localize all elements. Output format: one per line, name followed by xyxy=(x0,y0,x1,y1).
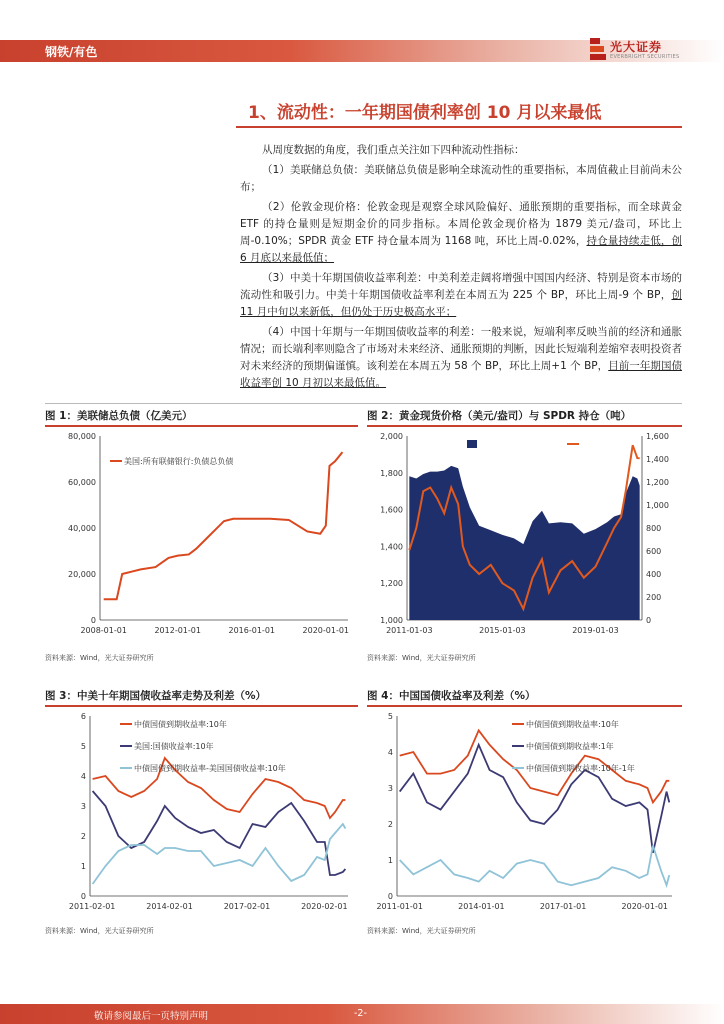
chart4-y-tick-label: 5 xyxy=(387,712,393,721)
figure-1-chart xyxy=(45,428,358,650)
figure-4-rule xyxy=(367,705,682,707)
chart4-x-tick-label: 2020-01-01 xyxy=(621,902,669,911)
figure-1-source: 资料来源：Wind，光大证券研究所 xyxy=(45,654,154,662)
chart1-y-tick-label: 40,000 xyxy=(68,524,96,533)
chart2-legend-gold-label: 伦敦金现 xyxy=(582,440,614,449)
body-divider xyxy=(45,403,682,404)
chart4-series-line-1 xyxy=(400,745,670,853)
chart4-y-tick-label: 2 xyxy=(387,820,393,829)
figure-2-rule xyxy=(367,425,682,427)
figure-3-source: 资料来源：Wind，光大证券研究所 xyxy=(45,927,154,935)
chart3-y-tick-label: 3 xyxy=(80,802,86,811)
figure-3 xyxy=(45,688,358,938)
chart3-series-line-2 xyxy=(93,824,346,884)
page-number: -2- xyxy=(354,1008,367,1019)
chart2-y-right-tick-label: 0 xyxy=(646,616,652,625)
section-heading xyxy=(0,92,724,132)
section-heading-text: 1、流动性：一年期国债利率创 10 月以来最低 xyxy=(248,103,602,123)
paragraph-gold-highlight: 持仓量持续走低，创 6 月底以来最低值； xyxy=(240,235,683,264)
section-label: 钢铁/有色 xyxy=(45,45,98,59)
figure-4-source: 资料来源：Wind，光大证券研究所 xyxy=(367,927,476,935)
chart4-x-tick-label: 2017-01-01 xyxy=(539,902,587,911)
paragraph-spread-highlight: 创 11 月中旬以来新低，但仍处于历史极高水平； xyxy=(240,289,682,318)
paragraph-gold-price xyxy=(240,199,682,267)
chart4-legend-label-2: 中债国债到期收益率:10年-1年 xyxy=(526,764,635,773)
chart3-x-tick-label: 2020-02-01 xyxy=(301,902,348,911)
chart1-x-tick-label: 2016-01-01 xyxy=(228,626,276,635)
figure-2-chart xyxy=(367,428,682,650)
chart1-x-tick-label: 2012-01-01 xyxy=(154,626,201,635)
company-logo xyxy=(590,36,690,66)
paragraph-gold-text: （2）伦敦金现价格：伦敦金现是观察全球风险偏好、通胀预期的重要指标，而全球黄金 ETF 的持仓量则是短期金价的同步指标。本周伦敦金现价格为 1879 美元/盎司，环比上周-0.10%；SPDR 黄金 ETF 持仓量本周为 1168 吨，环比上周-0.02%， xyxy=(240,201,682,247)
chart1-x-tick-label: 2008-01-01 xyxy=(80,626,127,635)
chart3-legend-label-1: 美国:国债收益率:10年 xyxy=(134,742,214,751)
chart1-y-tick-label: 80,000 xyxy=(68,432,96,441)
chart2-y-right-tick-label: 600 xyxy=(646,547,662,556)
figure-1 xyxy=(45,408,358,668)
chart2-x-tick-label: 2011-01-03 xyxy=(386,626,433,635)
chart3-y-tick-label: 1 xyxy=(80,862,86,871)
figure-2-title: 图 2：黄金现货价格（美元/盎司）与 SPDR 持仓（吨） xyxy=(367,410,632,422)
chart2-legend-spdr-label: SPDR:持仓量（右） xyxy=(480,440,553,449)
chart3-y-tick-label: 0 xyxy=(80,892,86,901)
chart2-y-right-tick-label: 1,400 xyxy=(646,455,669,464)
chart2-y-right-tick-label: 1,000 xyxy=(646,501,669,510)
chart2-x-tick-label: 2015-01-03 xyxy=(479,626,526,635)
chart3-x-tick-label: 2011-02-01 xyxy=(68,902,116,911)
chart4-series-line-2 xyxy=(400,846,670,886)
paragraph-term-spread xyxy=(240,324,682,392)
chart3-legend-label-2: 中债国债到期收益率-美国国债收益率:10年 xyxy=(134,764,286,773)
chart2-y-tick-label: 1,400 xyxy=(380,542,403,552)
chart2-y-right-tick-label: 1,600 xyxy=(646,432,669,441)
chart2-y-tick-label: 2,000 xyxy=(380,432,403,441)
chart2-legend-spdr-swatch xyxy=(467,440,477,448)
chart4-x-tick-label: 2014-01-01 xyxy=(458,902,505,911)
logo-name: 光大证券 xyxy=(610,40,663,54)
chart2-y-right-tick-label: 400 xyxy=(646,570,662,579)
body-text xyxy=(240,142,682,395)
paragraph-us-cn-spread xyxy=(240,270,682,321)
paragraph-spread-text: （3）中美十年期国债收益率利差：中美利差走阔将增强中国国内经济、特别是资本市场的流动性和吸引力。中美十年期国债收益率利差在本周五为 225 个 BP，环比上周-9 个 BP， xyxy=(240,272,682,301)
disclaimer-note: 敬请参阅最后一页特别声明 xyxy=(94,1011,209,1022)
chart2-y-right-tick-label: 1,200 xyxy=(646,478,669,487)
figure-4-chart xyxy=(367,708,682,926)
figure-4-title: 图 4：中国国债收益率及利差（%） xyxy=(367,690,536,702)
chart1-y-tick-label: 20,000 xyxy=(68,570,96,579)
heading-underline xyxy=(236,126,682,128)
chart2-spdr-area xyxy=(409,466,639,620)
intro-paragraph: 从周度数据的角度，我们重点关注如下四种流动性指标： xyxy=(262,144,525,156)
figure-1-title: 图 1：美联储总负债（亿美元） xyxy=(45,410,193,422)
chart1-series-line xyxy=(104,452,343,599)
chart4-y-tick-label: 1 xyxy=(387,856,393,865)
chart4-y-tick-label: 0 xyxy=(387,892,393,901)
figure-2-source: 资料来源：Wind，光大证券研究所 xyxy=(367,654,476,662)
chart4-y-tick-label: 3 xyxy=(387,784,393,793)
paragraph-term-highlight: 目前一年期国债收益率创 10 月初以来最低值。 xyxy=(240,360,682,389)
figure-1-rule xyxy=(45,425,358,427)
chart3-x-tick-label: 2017-02-01 xyxy=(223,902,271,911)
figure-3-title: 图 3：中美十年期国债收益率走势及利差（%） xyxy=(45,690,266,702)
logo-mark-icon xyxy=(590,38,606,60)
figure-3-rule xyxy=(45,705,358,707)
chart4-legend-label-0: 中债国债到期收益率:10年 xyxy=(526,720,619,729)
chart3-y-tick-label: 6 xyxy=(80,712,86,721)
figure-3-chart xyxy=(45,708,358,926)
chart3-legend-label-0: 中债国债到期收益率:10年 xyxy=(134,720,227,729)
chart2-y-tick-label: 1,200 xyxy=(380,579,403,589)
chart2-y-tick-label: 1,800 xyxy=(380,468,403,478)
chart2-y-right-tick-label: 800 xyxy=(646,524,662,533)
chart1-y-tick-label: 60,000 xyxy=(68,478,96,487)
chart2-x-tick-label: 2019-01-03 xyxy=(572,626,619,635)
chart1-legend-label: 美国:所有联储银行:负债总负债 xyxy=(124,457,234,466)
chart2-y-right-tick-label: 200 xyxy=(646,593,662,602)
logo-english-name: EVERBRIGHT SECURITIES xyxy=(610,54,680,60)
chart4-legend-label-1: 中债国债到期收益率:1年 xyxy=(526,742,614,751)
chart3-y-tick-label: 2 xyxy=(80,832,86,841)
paragraph-fed-liabilities: （1）美联储总负债：美联储总负债是影响全球流动性的重要指标，本周值截止目前尚未公布； xyxy=(240,164,682,193)
chart3-x-tick-label: 2014-02-01 xyxy=(146,902,193,911)
chart1-y-tick-label: 0 xyxy=(90,616,96,625)
paragraph-term-text: （4）中国十年期与一年期国债收益率的利差：一般来说，短端利率反映当前的经济和通胀情况；而长端利率则隐含了市场对未来经济、通胀预期的判断，因此长短端利差缩窄表明投资者对未来经济的预期偏谨慎。该利差在本周五为 58 个 BP，环比上周+1 个 BP， xyxy=(240,326,682,372)
chart4-y-tick-label: 4 xyxy=(387,748,393,757)
chart2-y-tick-label: 1,000 xyxy=(380,616,403,625)
chart3-y-tick-label: 5 xyxy=(80,742,86,751)
chart3-y-tick-label: 4 xyxy=(80,772,86,781)
figure-4 xyxy=(367,688,682,938)
chart4-x-tick-label: 2011-01-01 xyxy=(376,902,423,911)
chart1-x-tick-label: 2020-01-01 xyxy=(302,626,350,635)
footer-band xyxy=(0,1004,724,1024)
figure-2 xyxy=(367,408,682,668)
chart2-y-tick-label: 1,600 xyxy=(380,505,403,515)
